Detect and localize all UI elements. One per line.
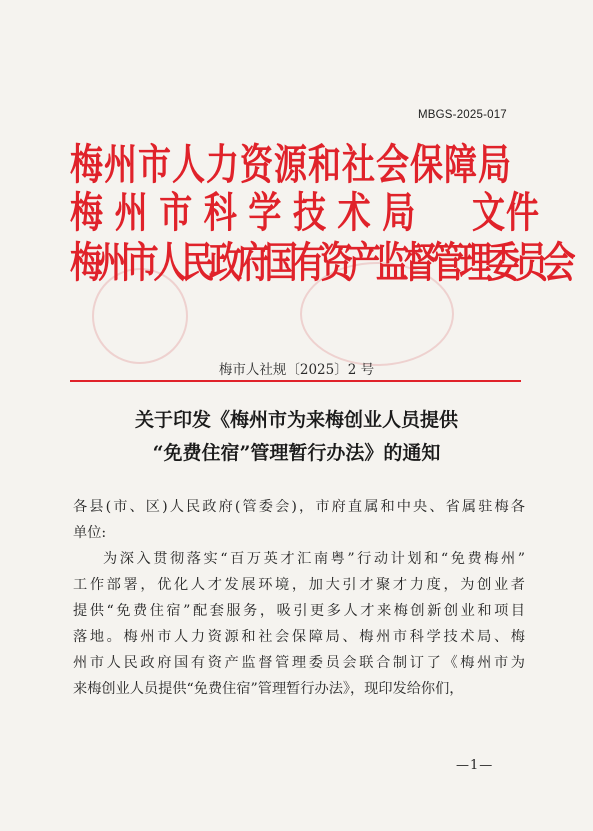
body-line: 提供“免费住宿”配套服务，吸引更多人才来梅创新创业和项目 bbox=[73, 603, 525, 619]
red-separator-line bbox=[70, 380, 521, 382]
document-number: 梅市人社规〔2025〕2 号 bbox=[218, 362, 375, 378]
document-code: MBGS-2025-017 bbox=[418, 109, 507, 121]
body-line: 州市人民政府国有资产监督管理委员会联合制订了《梅州市为 bbox=[73, 655, 525, 671]
body-line: 工作部署，优化人才发展环境，加大引才聚才力度，为创业者 bbox=[73, 577, 525, 593]
addressee-line: 各县(市、区)人民政府(管委会)，市府直属和中央、省属驻梅各 bbox=[73, 499, 525, 515]
body-line: 落地。梅州市人力资源和社会保障局、梅州市科学技术局、梅 bbox=[73, 629, 525, 645]
addressee-line: 单位: bbox=[73, 525, 107, 541]
notice-title-line-2: “免费住宿”管理暂行办法》的通知 bbox=[152, 442, 441, 464]
addressee-block bbox=[73, 494, 525, 546]
body-paragraph bbox=[73, 546, 525, 702]
document-label: 文件 bbox=[472, 187, 540, 238]
notice-title-line-1: 关于印发《梅州市为来梅创业人员提供 bbox=[134, 409, 458, 431]
body-line: 来梅创业人员提供“免费住宿”管理暂行办法》，现印发给你们， bbox=[73, 681, 464, 697]
body-line: 为深入贯彻落实“百万英才汇南粤”行动计划和“免费梅州” bbox=[103, 551, 525, 567]
page-number: —1— bbox=[456, 758, 494, 773]
issuer-science-technology-bureau: 梅州市科学技术局 bbox=[70, 187, 427, 238]
issuer-hr-social-security-bureau: 梅州市人力资源和社会保障局 bbox=[70, 139, 512, 190]
issuer-state-assets-commission: 梅州市人民政府国有资产监督管理委员会 bbox=[70, 237, 571, 288]
